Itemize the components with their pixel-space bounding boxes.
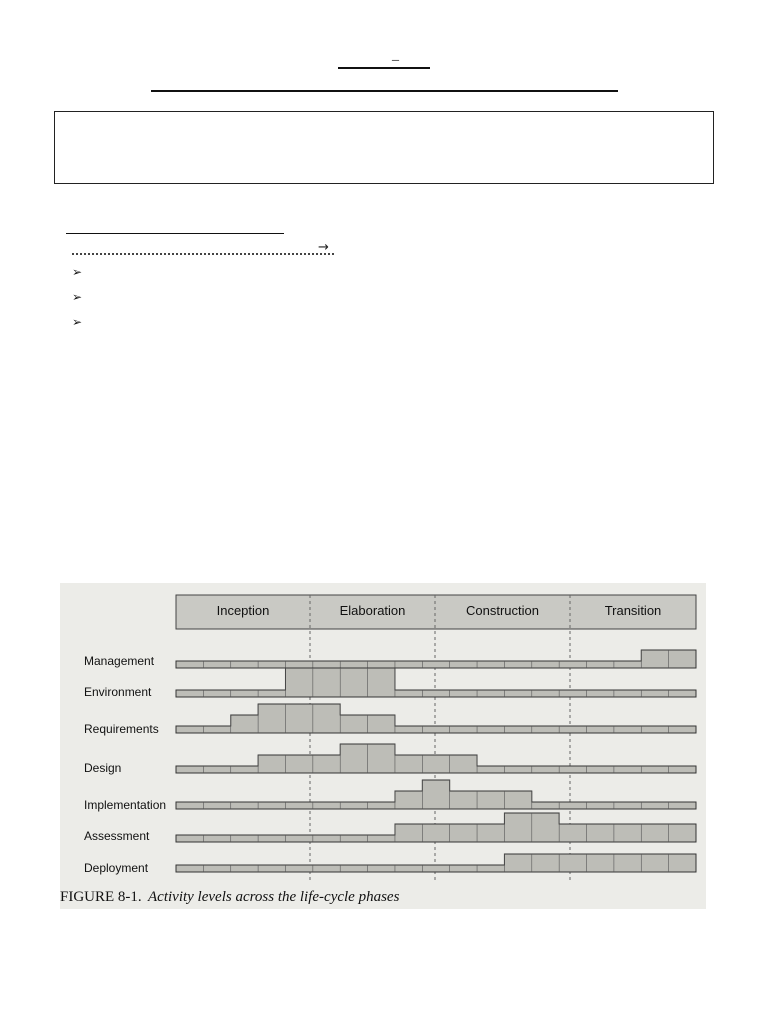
content-box xyxy=(54,111,714,184)
activity-profile xyxy=(176,813,696,842)
activity-profile xyxy=(176,650,696,668)
activity-levels-diagram xyxy=(60,583,706,909)
phase-label: Transition xyxy=(604,603,662,618)
bullet-arrow-icon: ➢ xyxy=(72,290,83,304)
figure-caption: Activity levels across the life-cycle phases xyxy=(148,889,400,905)
figure-caption-label: FIGURE 8-1. xyxy=(60,889,142,905)
section-heading-underline xyxy=(66,233,284,234)
activity-profile xyxy=(176,854,696,872)
activity-profile xyxy=(176,704,696,733)
workflow-label: Design xyxy=(84,761,122,775)
activity-profile xyxy=(176,744,696,773)
phase-label: Construction xyxy=(466,603,539,618)
subtitle-underline xyxy=(151,90,618,92)
phase-label: Elaboration xyxy=(339,603,406,618)
bullet-arrow-icon: ➢ xyxy=(72,315,83,329)
phase-label: Inception xyxy=(216,603,270,618)
right-arrow-icon: → xyxy=(318,240,329,255)
workflow-label: Implementation xyxy=(84,798,167,812)
title-underline xyxy=(338,67,430,69)
activity-profile xyxy=(176,780,696,809)
workflow-label: Deployment xyxy=(84,861,149,875)
workflow-label: Assessment xyxy=(84,829,150,843)
workflow-label: Environment xyxy=(84,685,152,699)
activity-profile xyxy=(176,668,696,697)
workflow-label: Management xyxy=(84,654,155,668)
title-mark: _ xyxy=(392,48,399,63)
workflow-label: Requirements xyxy=(84,722,159,736)
lifecycle-figure xyxy=(60,583,706,909)
subheading-underline xyxy=(72,253,334,255)
bullet-arrow-icon: ➢ xyxy=(72,265,83,279)
